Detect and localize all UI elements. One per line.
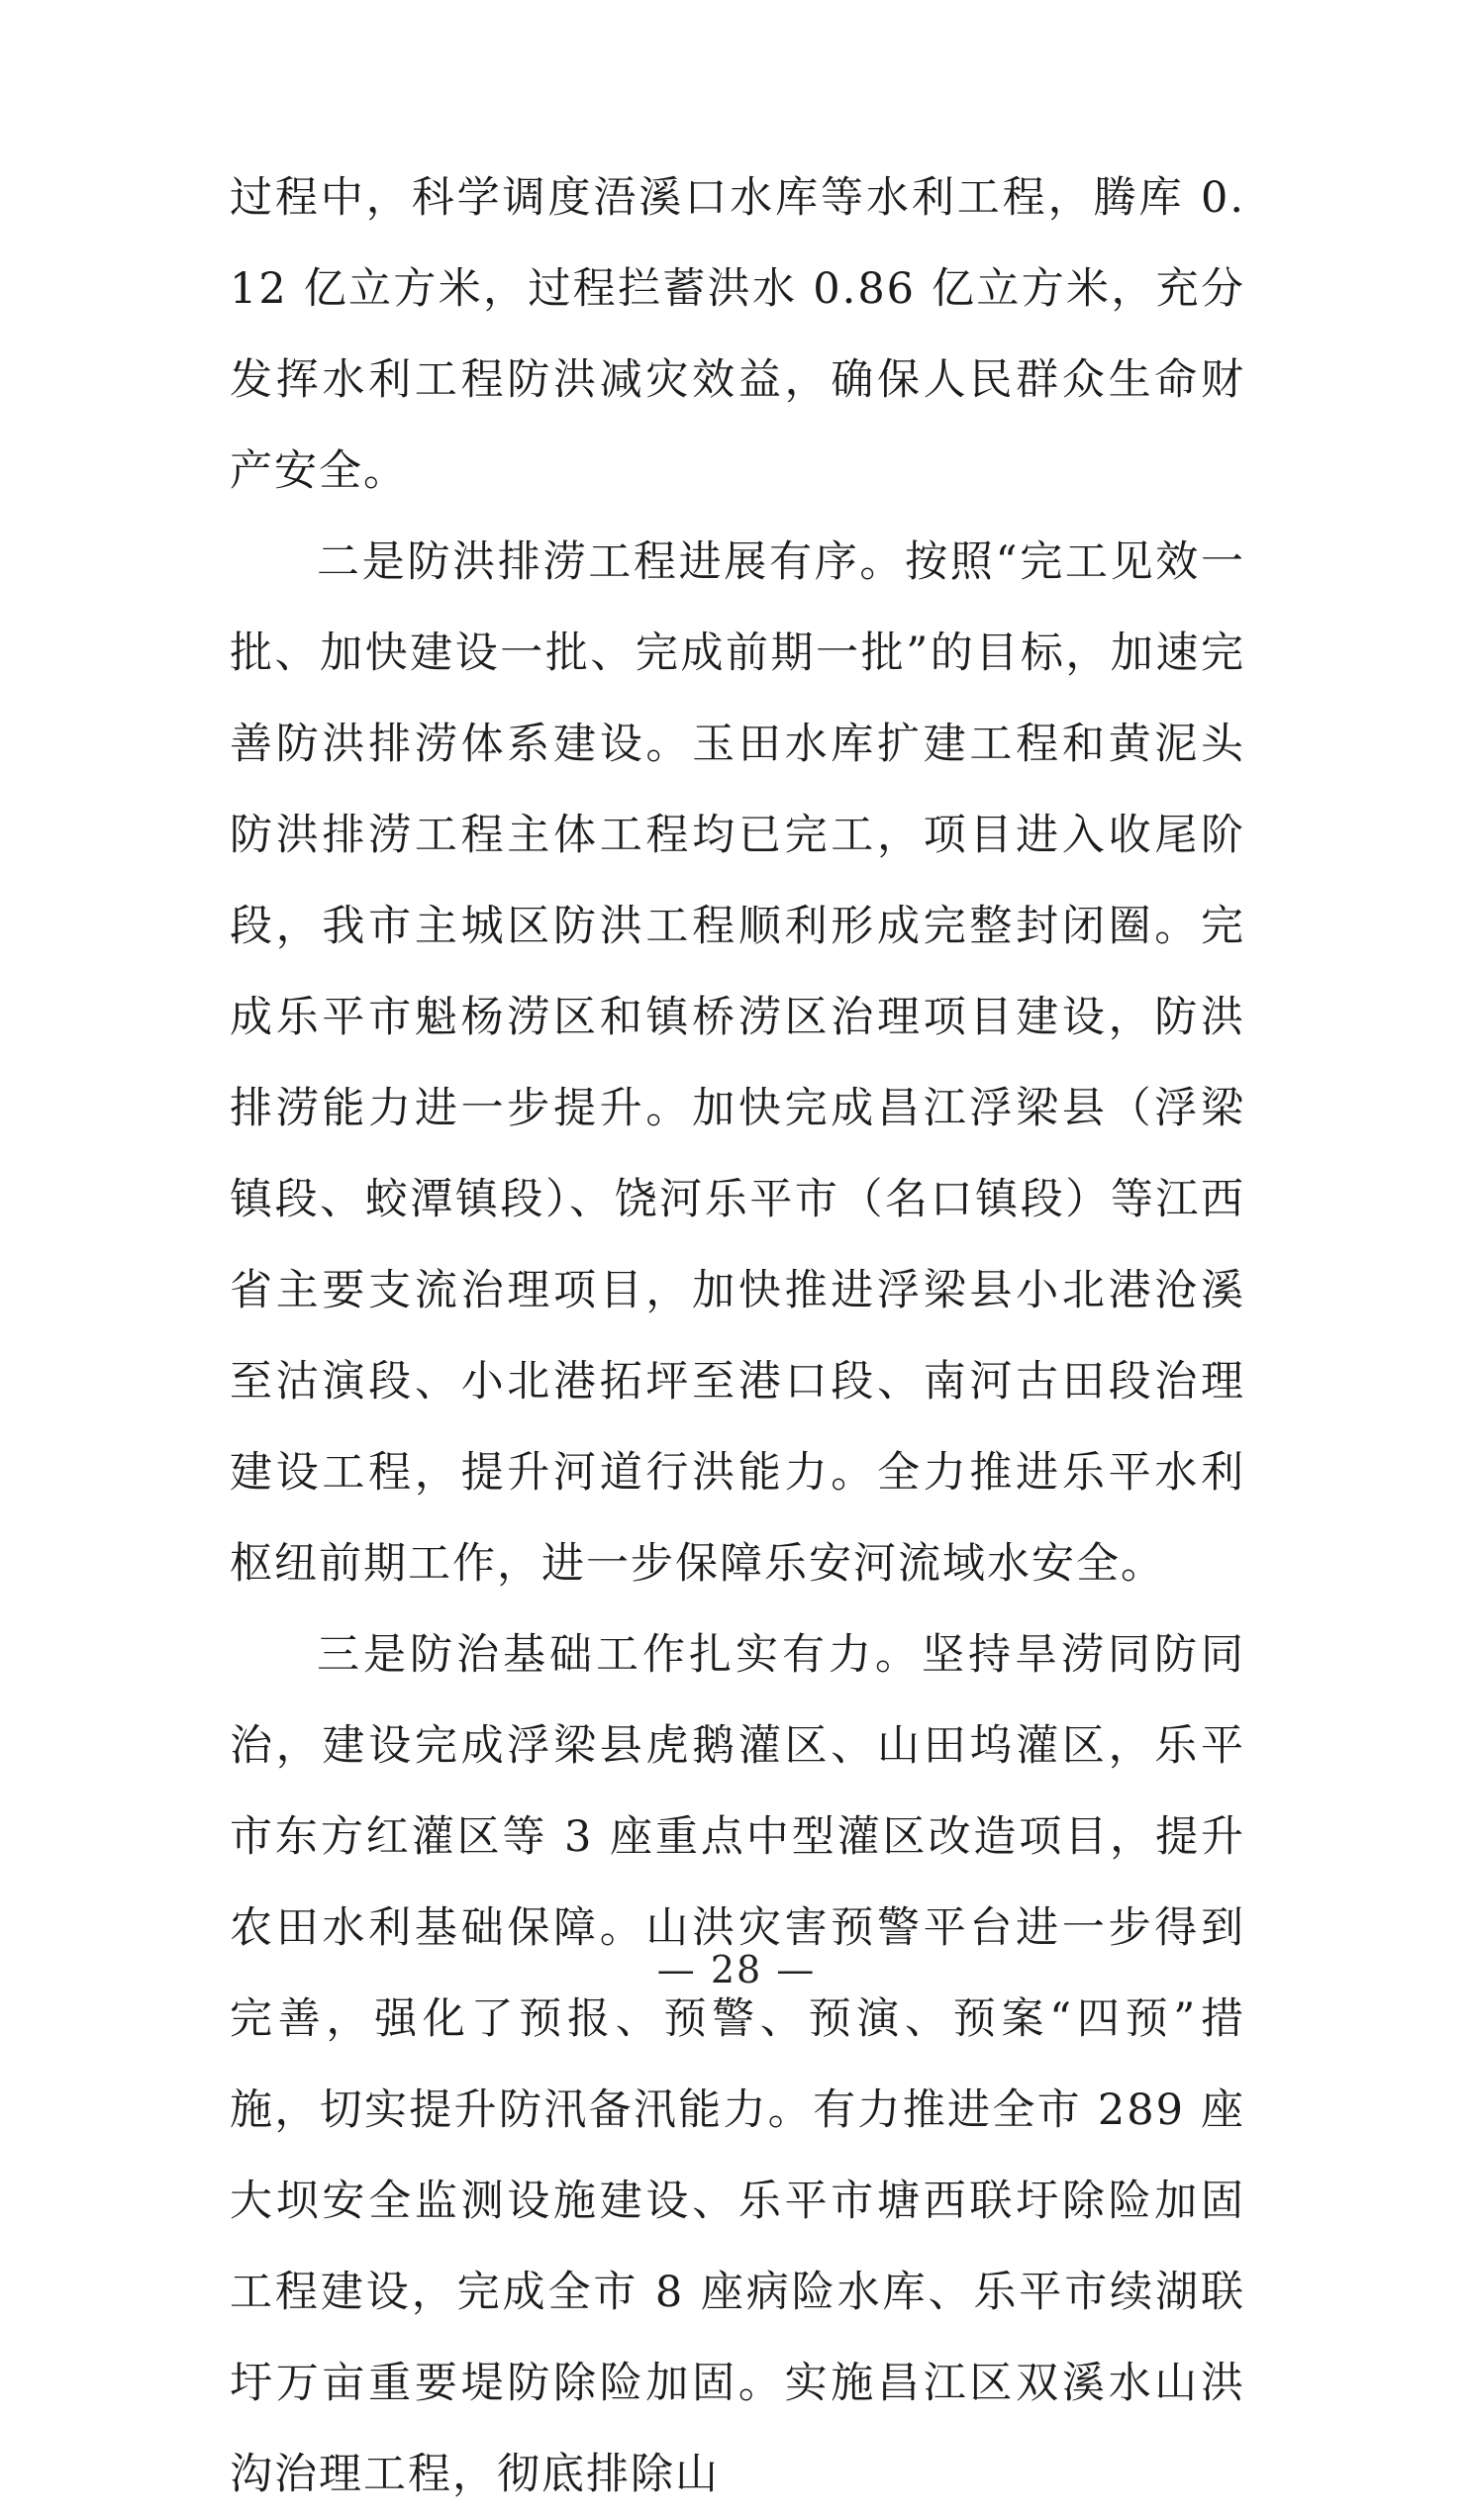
paragraph-2: 二是防洪排涝工程进展有序。按照“完工见效一批、加快建设一批、完成前期一批”的目标，加速完善防洪排涝体系建设。玉田水库扩建工程和黄泥头防洪排涝工程主体工程均已完工，项目进入收尾阶段，我市主城区防洪工程顺利形成完整封闭圈。完成乐平市魁杨涝区和镇桥涝区治理项目建设，防洪排涝能力进一步提升。加快完成昌江浮梁县（浮梁镇段、蛟潭镇段）、饶河乐平市（名口镇段）等江西省主要支流治理项目，加快推进浮梁县小北港沧溪至沽演段、小北港拓坪至港口段、南河古田段治理建设工程，提升河道行洪能力。全力推进乐平水利枢纽前期工作，进一步保障乐安河流域水安全。	[230, 537, 1245, 1589]
paragraph-1: 过程中，科学调度浯溪口水库等水利工程，腾库 0.12 亿立方米，过程拦蓄洪水 0.86 亿立方米，充分发挥水利工程防洪减灾效益，确保人民群众生命财产安全。	[230, 173, 1245, 496]
document-body	[230, 152, 1245, 2520]
paragraph-3: 三是防治基础工作扎实有力。坚持旱涝同防同治，建设完成浮梁县虎鹅灌区、山田坞灌区，乐平市东方红灌区等 3 座重点中型灌区改造项目，提升农田水利基础保障。山洪灾害预警平台进一步得到完善，强化了预报、预警、预演、预案“四预”措施，切实提升防汛备汛能力。有力推进全市 289 座大坝安全监测设施建设、乐平市塘西联圩除险加固工程建设，完成全市 8 座病险水库、乐平市续湖联圩万亩重要堤防除险加固。实施昌江区双溪水山洪沟治理工程，彻底排除山	[230, 1630, 1245, 2499]
page-number: — 28 —	[656, 1948, 817, 1991]
